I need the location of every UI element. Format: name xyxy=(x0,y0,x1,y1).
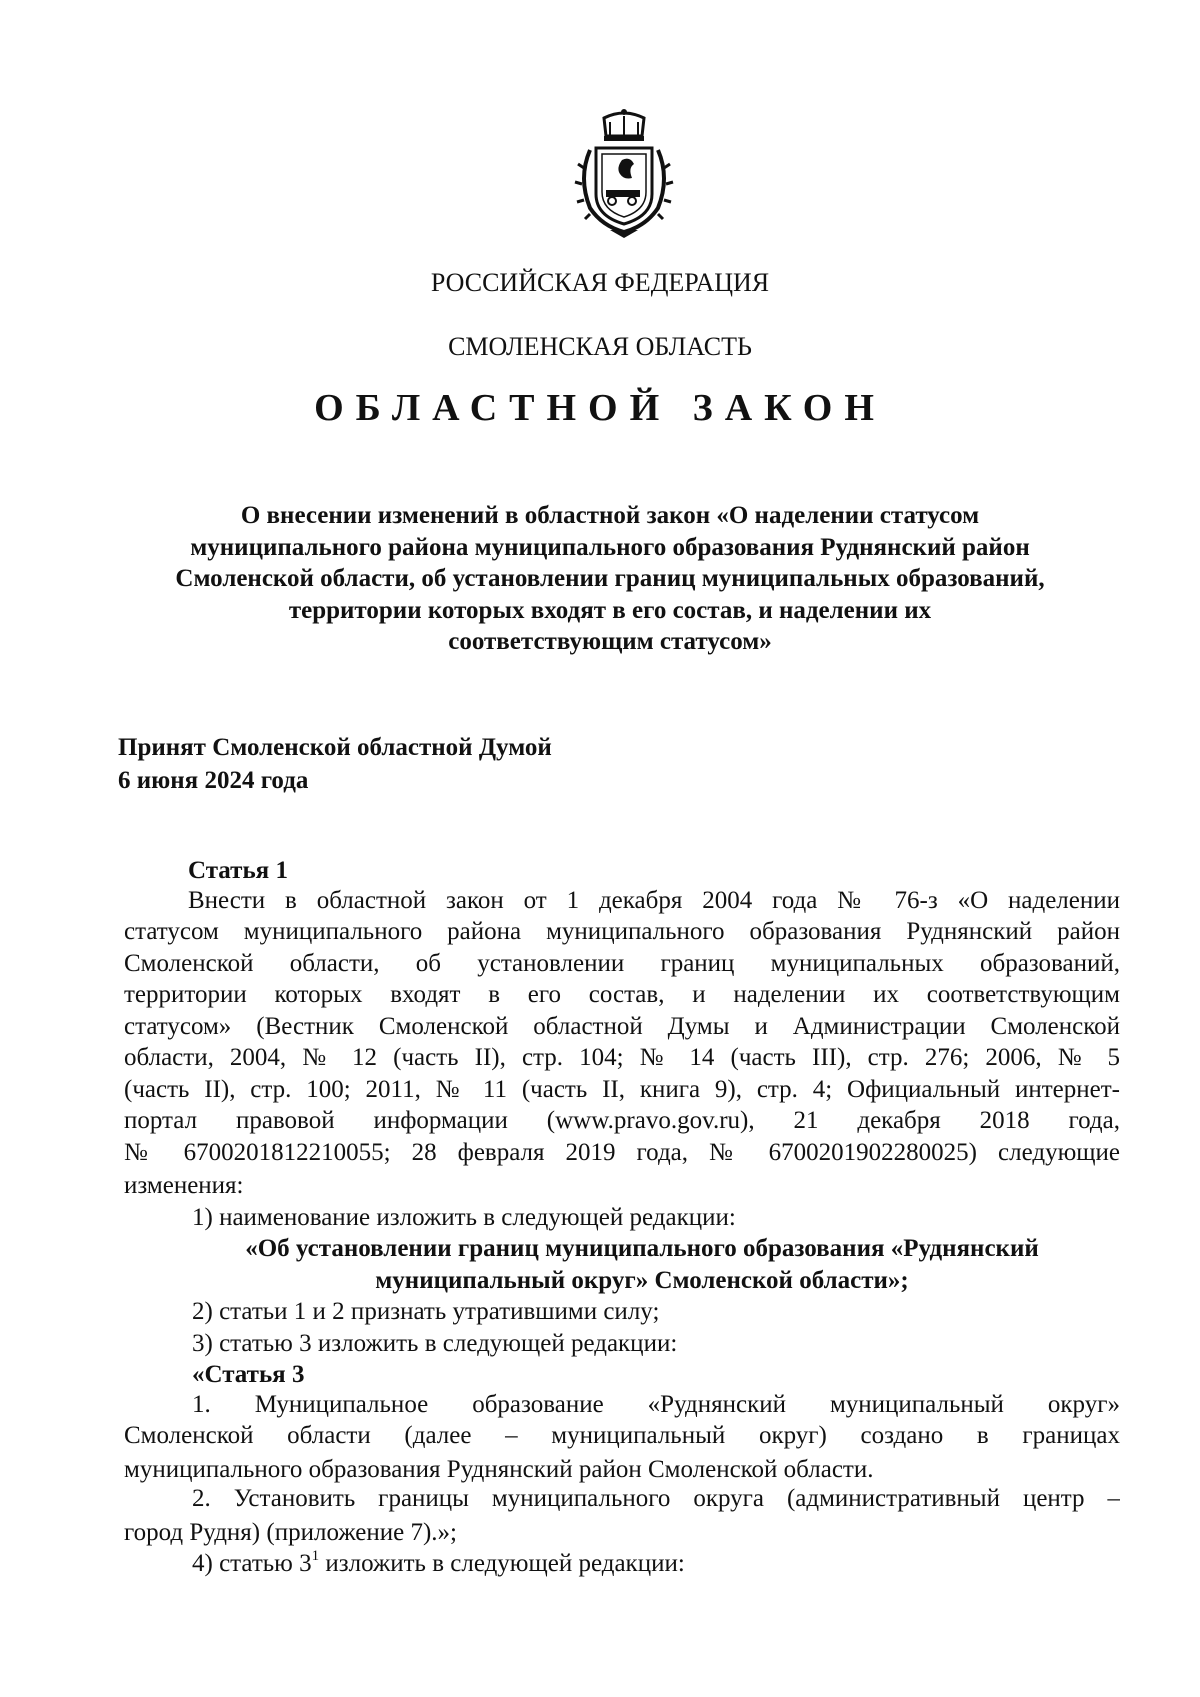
paragraph-line: статусом» (Вестник Смоленской областной Думы и Администрации Смоленской xyxy=(124,1012,1120,1040)
item-4 xyxy=(124,1548,1120,1580)
article-3-p2-line: город Рудня) (приложение 7).»; xyxy=(124,1518,457,1546)
paragraph-line: Смоленской области, об установлении границ муниципальных образований, xyxy=(124,949,1120,977)
paragraph-line: области, 2004, № 12 (часть II), стр. 104; № 14 (часть III), стр. 276; 2006, № 5 xyxy=(124,1044,1120,1071)
law-subject xyxy=(130,500,1090,658)
country-heading: РОССИЙСКАЯ ФЕДЕРАЦИЯ xyxy=(430,268,770,297)
subject-line: территории которых входят в его состав, и наделении их xyxy=(288,596,932,624)
new-title-line: муниципальный округ» Смоленской области»; xyxy=(375,1266,909,1294)
item-4-prefix: 4) статью 3 xyxy=(192,1550,312,1577)
adopted-date: 6 июня 2024 года xyxy=(118,767,309,794)
subject-line: соответствующим статусом» xyxy=(448,628,772,655)
item-4-superscript: 1 xyxy=(311,1547,320,1564)
paragraph-line: изменения: xyxy=(124,1172,244,1199)
article-1-heading: Статья 1 xyxy=(188,857,288,884)
article-3-heading: «Статья 3 xyxy=(192,1361,305,1388)
coat-of-arms-emblem xyxy=(560,108,688,240)
adopted-by: Принят Смоленской областной Думой xyxy=(118,734,552,761)
article-3-p1-line: 1. Муниципальное образование «Руднянский муниципальный округ» xyxy=(192,1390,1120,1418)
paragraph-line: № 6700201812210055; 28 февраля 2019 года, № 6700201902280025) следующие xyxy=(124,1138,1120,1166)
item-3: 3) статью 3 изложить в следующей редакции: xyxy=(192,1329,678,1357)
article-1-body xyxy=(124,855,1120,1580)
adoption-info xyxy=(118,731,552,797)
paragraph-line: (часть II), стр. 100; 2011, № 11 (часть II, книга 9), стр. 4; Официальный интернет- xyxy=(124,1075,1120,1103)
paragraph-line: портал правовой информации (www.pravo.gov.ru), 21 декабря 2018 года, xyxy=(124,1107,1120,1134)
new-title-line: «Об установлении границ муниципального образования «Руднянский xyxy=(245,1235,1039,1262)
paragraph-line: статусом муниципального района муниципального образования Руднянский район xyxy=(124,918,1120,945)
article-3-p1-line: Смоленской области (далее – муниципальный округ) создано в границах xyxy=(124,1422,1120,1449)
subject-line: муниципального района муниципального образования Руднянский район xyxy=(190,533,1030,561)
item-1: 1) наименование изложить в следующей редакции: xyxy=(192,1203,736,1231)
paragraph-line: территории которых входят в его состав, и наделении их соответствующим xyxy=(124,981,1120,1008)
item-4-suffix: изложить в следующей редакции: xyxy=(319,1550,685,1577)
article-3-p2-line: 2. Установить границы муниципального округа (административный центр – xyxy=(192,1485,1120,1512)
region-heading: СМОЛЕНСКАЯ ОБЛАСТЬ xyxy=(448,332,752,361)
item-2: 2) статьи 1 и 2 признать утратившими силу; xyxy=(192,1298,660,1325)
paragraph-line: Внести в областной закон от 1 декабря 2004 года № 76-з «О наделении xyxy=(188,886,1120,914)
article-3-p1-line: муниципального образования Руднянский район Смоленской области. xyxy=(124,1455,874,1483)
document-type-title: ОБЛАСТНОЙ ЗАКОН xyxy=(314,387,886,429)
subject-line: О внесении изменений в областной закон «О наделении статусом xyxy=(240,502,980,529)
subject-line: Смоленской области, об установлении границ муниципальных образований, xyxy=(175,565,1045,592)
